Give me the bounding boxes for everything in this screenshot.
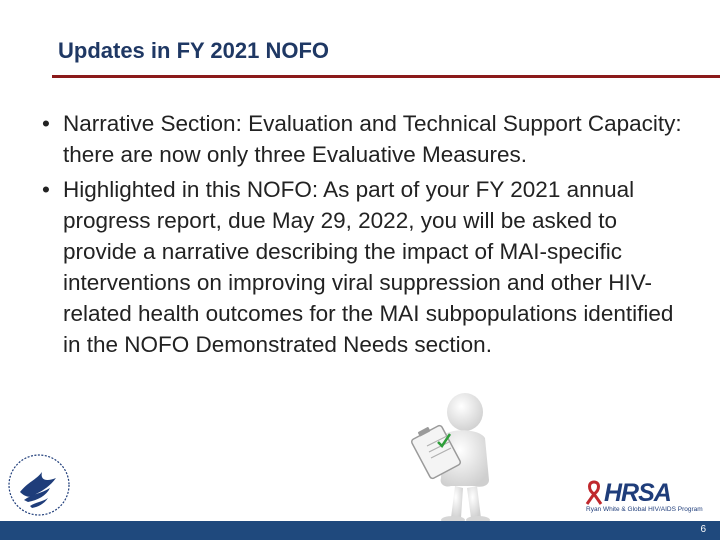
person-with-clipboard-icon <box>405 390 500 525</box>
hrsa-wordmark: HRSA <box>604 479 671 507</box>
title-divider <box>52 75 720 78</box>
footer-bar <box>0 521 720 540</box>
hrsa-logo <box>582 478 716 518</box>
red-ribbon-icon <box>584 480 604 506</box>
bullet-item <box>42 108 682 170</box>
slide-title: Updates in FY 2021 NOFO <box>58 38 330 63</box>
bullet-text: Highlighted in this NOFO: As part of your FY 2021 annual progress report, due May 29, 2022, you will be asked to provide a narrative describing the impact of MAI-specific interventions on improving viral suppression and other HIV-related health outcomes for the MAI subpopulations identified in the NOFO Demonstrated Needs section. <box>63 177 674 357</box>
bullet-item <box>42 174 682 360</box>
bullet-marker: • <box>42 177 50 202</box>
bullet-marker: • <box>42 111 50 136</box>
page-number: 6 <box>700 524 706 535</box>
hrsa-program-name: Ryan White & Global HIV/AIDS Program <box>586 506 703 513</box>
hhs-seal-icon <box>6 452 72 518</box>
bullet-text: Narrative Section: Evaluation and Technical Support Capacity: there are now only three Evaluative Measures. <box>63 111 682 167</box>
bullet-list <box>42 108 682 364</box>
